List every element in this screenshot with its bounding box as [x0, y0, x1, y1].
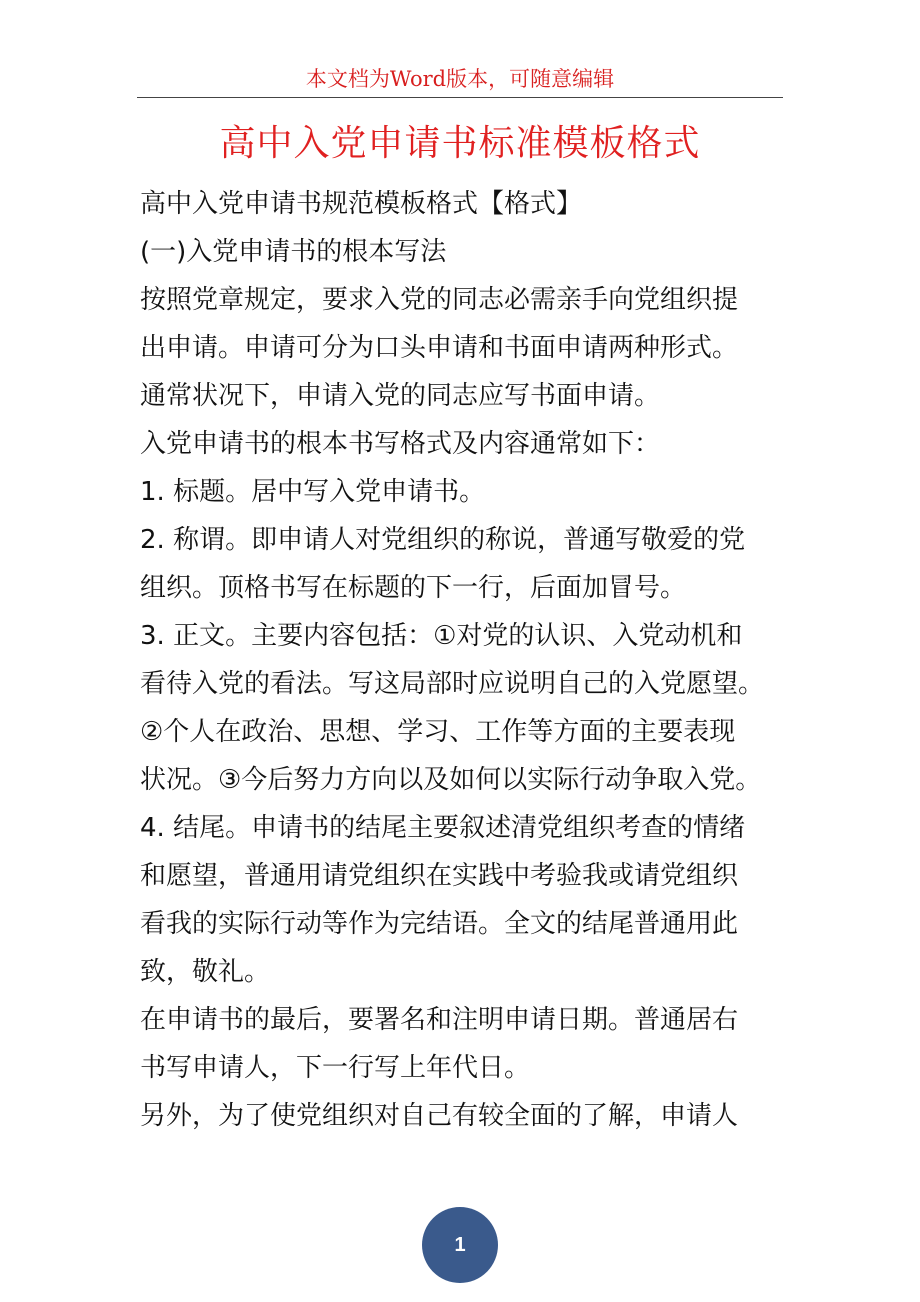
- body-line: 通常状况下，申请入党的同志应写书面申请。: [140, 381, 661, 411]
- body-line: 书写申请人，下一行写上年代日。: [140, 1053, 531, 1083]
- body-line: 状况。③今后努力方向以及如何以实际行动争取入党。: [140, 765, 762, 795]
- body-line: 1. 标题。居中写入党申请书。: [140, 477, 486, 507]
- body-line: 4. 结尾。申请书的结尾主要叙述清党组织考查的情绪: [140, 813, 746, 843]
- body-line: 看待入党的看法。写这局部时应说明自己的入党愿望。: [140, 669, 765, 699]
- header-note: 本文档为Word版本，可随意编辑: [305, 67, 615, 91]
- body-line: 高中入党申请书规范模板格式【格式】: [140, 189, 583, 219]
- body-line: 在申请书的最后，要署名和注明申请日期。普通居右: [140, 1005, 739, 1035]
- header-divider: [137, 97, 783, 98]
- body-line: 按照党章规定，要求入党的同志必需亲手向党组织提: [140, 285, 739, 315]
- body-line: 致，敬礼。: [140, 957, 271, 987]
- body-line: 3. 正文。主要内容包括：①对党的认识、入党动机和: [140, 621, 743, 651]
- document-title: 高中入党申请书标准模板格式: [219, 123, 701, 164]
- body-line: 看我的实际行动等作为完结语。全文的结尾普通用此: [140, 909, 739, 939]
- body-line: 出申请。申请可分为口头申请和书面申请两种形式。: [140, 333, 739, 363]
- document-body: [140, 180, 802, 1140]
- body-line: (一)入党申请书的根本写法: [140, 237, 447, 267]
- body-line: ②个人在政治、思想、学习、工作等方面的主要表现: [140, 717, 736, 747]
- body-line: 2. 称谓。即申请人对党组织的称说，普通写敬爱的党: [140, 525, 746, 555]
- body-line: 和愿望，普通用请党组织在实践中考验我或请党组织: [140, 861, 739, 891]
- page-number-badge: 1: [422, 1207, 498, 1283]
- body-line: 组织。顶格书写在标题的下一行，后面加冒号。: [140, 573, 687, 603]
- body-line: 入党申请书的根本书写格式及内容通常如下：: [140, 429, 661, 459]
- body-line: 另外，为了使党组织对自己有较全面的了解，申请人: [140, 1101, 739, 1131]
